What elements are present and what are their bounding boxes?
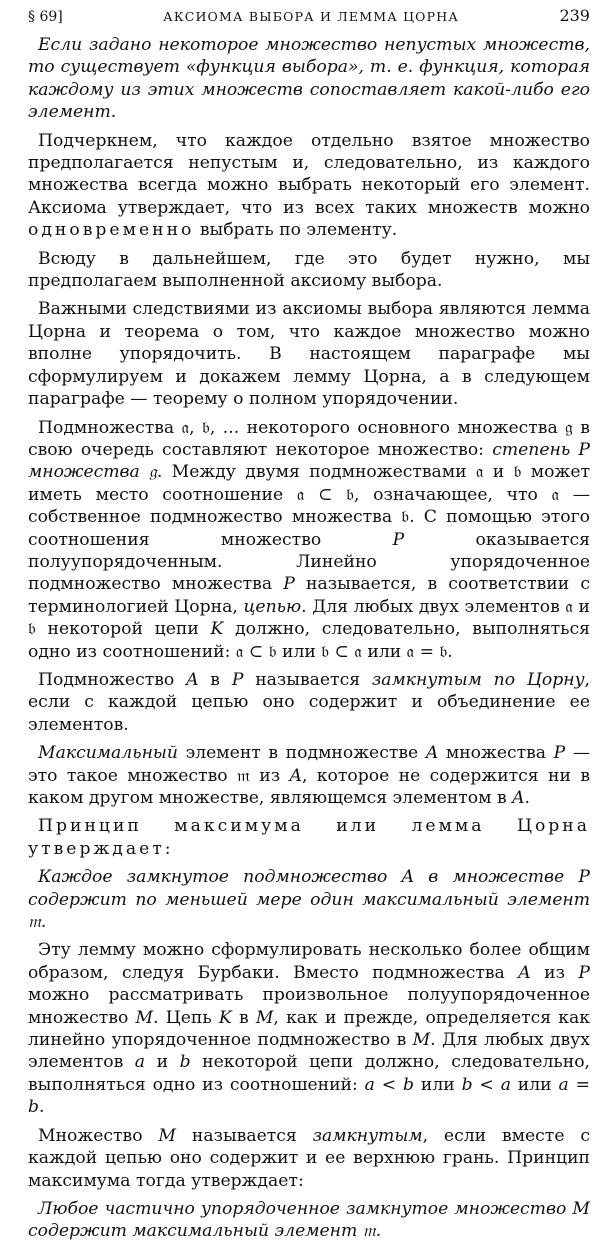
zorn-lemma-statement: Каждое замкнутое подмножество A в множестве P содержит по меньшей мере один максимальный элемент 𝔪. <box>28 867 590 933</box>
maximum-principle-statement: Любое частично упорядоченное замкнутое множество M содержит максимальный элемент 𝔪. <box>28 1198 590 1242</box>
zorn-lemma-intro: Принцип максимума или лемма Цорна утверждает: <box>28 816 590 859</box>
paragraph-closed-set: Множество M называется замкнутым, если вместе с каждой цепью оно содержит и ее верхнюю грань. Принцип максимума тогда утверждает: <box>28 1125 590 1191</box>
section-number: § 69] <box>28 9 63 25</box>
paragraph-assumption: Всюду в дальнейшем, где это будет нужно, мы предполагаем выполненной аксиому выбора. <box>28 248 590 292</box>
running-title: АКСИОМА ВЫБОРА И ЛЕММА ЦОРНА <box>163 9 460 24</box>
paragraph-subsets: Подмножества 𝔞, 𝔟, ... некоторого основного множества 𝔤 в свою очередь составляют некоторое множество: степень P множества 𝔤. Между двумя подмножествами 𝔞 и 𝔟 может иметь место соотношение 𝔞 ⊂ 𝔟, означающее, что 𝔞 — собственное подмножество множества 𝔟. С помощью этого соотношения множество P оказывается полуупорядоченным. Линейно упорядоченное подмножество множества P называется, в соответствии с терминологией Цорна, цепью. Для любых двух элементов 𝔞 и 𝔟 некоторой цепи K должно, следовательно, выполняться одно из соотношений: 𝔞 ⊂ 𝔟 или 𝔟 ⊂ 𝔞 или 𝔞 = 𝔟. <box>28 417 590 662</box>
paragraph-maximal-element: Максимальный элемент в подмножестве A множества P — это такое множество 𝔪 из A, которое не содержится ни в каком другом множестве, являющемся элементом в A. <box>28 743 591 808</box>
paragraph-emphasis: Подчеркнем, что каждое отдельно взятое множество предполагается непустым и, следовательно, из каждого множества всегда можно выбрать некоторый его элемент. Аксиома утверждает, что из всех таких множеств можно одновременно выбрать по элементу. <box>28 130 590 241</box>
paragraph-bourbaki: Эту лемму можно сформулировать несколько более общим образом, следуя Бурбаки. Вместо подмножества A из P можно рассматривать произвольное полуупорядоченное множество M. Цепь K в M, как и прежде, определяется как линейно упорядоченное подмножество в M. Для любых двух элементов a и b некоторой цепи должно, следовательно, выполняться одно из соотношений: a < b или b < a или a = b. <box>28 940 591 1118</box>
axiom-statement: Если задано некоторое множество непустых множеств, то существует «функция выбора», т. е. функция, которая каждому из этих множеств сопоставляет какой-либо его элемент. <box>28 35 590 123</box>
paragraph-consequences: Важными следствиями из аксиомы выбора являются лемма Цорна и теорема о том, что каждое множество можно вполне упорядочить. В настоящем параграфе мы сформулируем и докажем лемму Цорна, а в следующем параграфе — теорему о полном упорядочении. <box>28 299 590 410</box>
page-number: 239 <box>559 6 590 25</box>
page-body <box>28 34 590 1243</box>
paragraph-closed-definition: Подмножество A в P называется замкнутым по Цорну, если с каждой цепью оно содержит и объединение ее элементов. <box>28 669 591 735</box>
running-header <box>28 6 590 34</box>
